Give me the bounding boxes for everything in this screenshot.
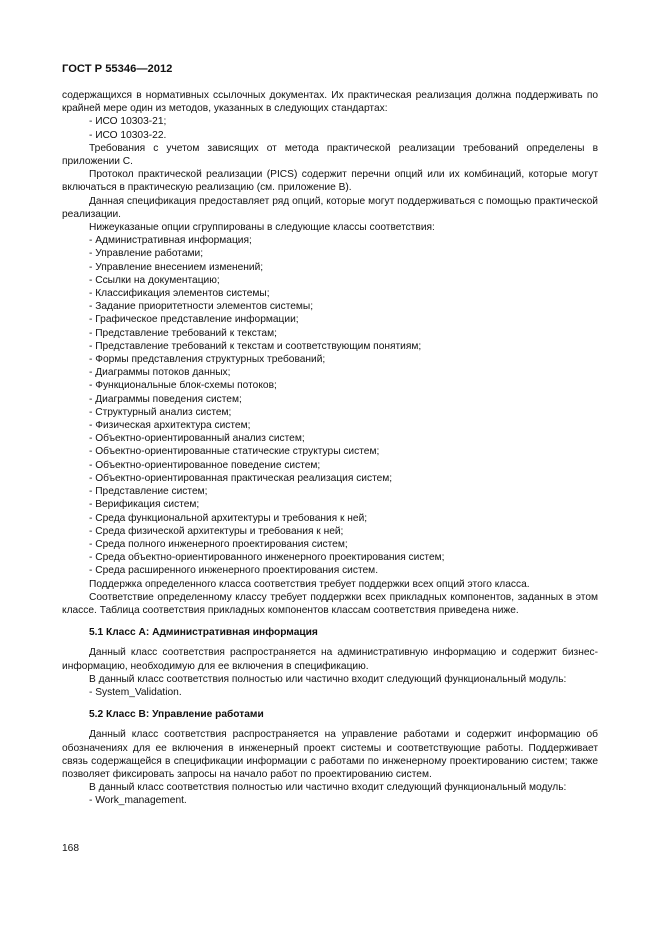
- intro-paragraph-1: содержащихся в нормативных ссылочных документах. Их практическая реализация должна поддерживать по крайней мере один из методов, указанных в следующих стандартах:: [62, 90, 598, 115]
- section-5-1-heading: 5.1 Класс А: Административная информация: [89, 627, 318, 639]
- list-item: - Объектно-ориентированное поведение систем;: [89, 459, 321, 471]
- section-5-2-paragraph-1: Данный класс соответствия распространяется на управление работами и содержит информацию об обозначениях для ее включения в инженерный проект системы и соответствующие работы. Поддерживает связь содержащейся в спецификации информации с работами по инженерному проектированию систем; также позволяет фиксировать запросы на начало работ по проектированию систем.: [62, 729, 598, 780]
- section-5-1-paragraph-1: Данный класс соответствия распространяется на административную информацию и содержит бизнес-информацию, необходимую для ее включения в спецификацию.: [62, 647, 598, 672]
- conformance-paragraph: Соответствие определенному классу требует поддержки всех прикладных компонентов, заданных в этом классе. Таблица соответствия прикладных компонентов классам соответствия приведена ниже.: [62, 591, 598, 616]
- list-item: - Задание приоритетности элементов системы;: [89, 301, 314, 313]
- list-item: - Функциональные блок-схемы потоков;: [89, 380, 277, 392]
- list-item: - Представление требований к текстам и соответствующим понятиям;: [89, 340, 422, 352]
- section-5-2-heading: 5.2 Класс В: Управление работами: [89, 709, 264, 721]
- document-header: ГОСТ Р 55346—2012: [62, 63, 173, 75]
- list-item: - Представление требований к текстам;: [89, 327, 277, 339]
- list-item: - Верификация систем;: [89, 499, 200, 511]
- standard-item: - ИСО 10303-21;: [89, 116, 167, 128]
- list-item: - Среда физической архитектуры и требования к ней;: [89, 525, 344, 537]
- list-item: - Физическая архитектура систем;: [89, 420, 251, 432]
- section-5-2-module: - Work_management.: [89, 795, 187, 807]
- section-5-2-paragraph-2: В данный класс соответствия полностью или частично входит следующий функциональный модуль:: [89, 782, 567, 794]
- support-paragraph: Поддержка определенного класса соответствия требует поддержки всех опций этого класса.: [89, 578, 530, 590]
- list-item: - Среда объектно-ориентированного инженерного проектирования систем;: [89, 552, 445, 564]
- list-item: - Объектно-ориентированный анализ систем;: [89, 433, 305, 445]
- list-item: - Диаграммы поведения систем;: [89, 393, 242, 405]
- intro-paragraph-5: Нижеуказаные опции сгруппированы в следующие классы соответствия:: [89, 222, 435, 234]
- intro-paragraph-4: Данная спецификация предоставляет ряд опций, которые могут поддерживаться с помощью практической реализации.: [62, 195, 598, 220]
- intro-paragraph-3: Протокол практической реализации (PICS) содержит перечни опций или их комбинаций, которые могут включаться в практическую реализацию (см. приложение В).: [62, 169, 598, 194]
- list-item: - Объектно-ориентированные статические структуры систем;: [89, 446, 380, 458]
- list-item: - Формы представления структурных требований;: [89, 354, 326, 366]
- list-item: - Среда полного инженерного проектирования систем;: [89, 538, 348, 550]
- list-item: - Объектно-ориентированная практическая реализация систем;: [89, 472, 393, 484]
- list-item: - Ссылки на документацию;: [89, 274, 220, 286]
- list-item: - Среда функциональной архитектуры и требования к ней;: [89, 512, 368, 524]
- list-item: - Структурный анализ систем;: [89, 406, 232, 418]
- list-item: - Представление систем;: [89, 486, 208, 498]
- section-5-1-module: - System_Validation.: [89, 686, 182, 698]
- conformance-class-list: [62, 234, 598, 577]
- list-item: - Классификация элементов системы;: [89, 288, 270, 300]
- list-item: - Административная информация;: [89, 235, 252, 247]
- list-item: - Управление работами;: [89, 248, 204, 260]
- list-item: - Среда расширенного инженерного проектирования систем.: [89, 565, 379, 577]
- section-5-1-paragraph-2: В данный класс соответствия полностью или частично входит следующий функциональный модуль:: [89, 673, 567, 685]
- list-item: - Диаграммы потоков данных;: [89, 367, 231, 379]
- list-item: - Управление внесением изменений;: [89, 261, 264, 273]
- list-item: - Графическое представление информации;: [89, 314, 299, 326]
- page-number: 168: [62, 843, 79, 854]
- standard-item: - ИСО 10303-22.: [89, 129, 167, 141]
- intro-paragraph-2: Требования с учетом зависящих от метода практической реализации требований определены в приложении С.: [62, 142, 598, 168]
- document-body: [62, 89, 598, 808]
